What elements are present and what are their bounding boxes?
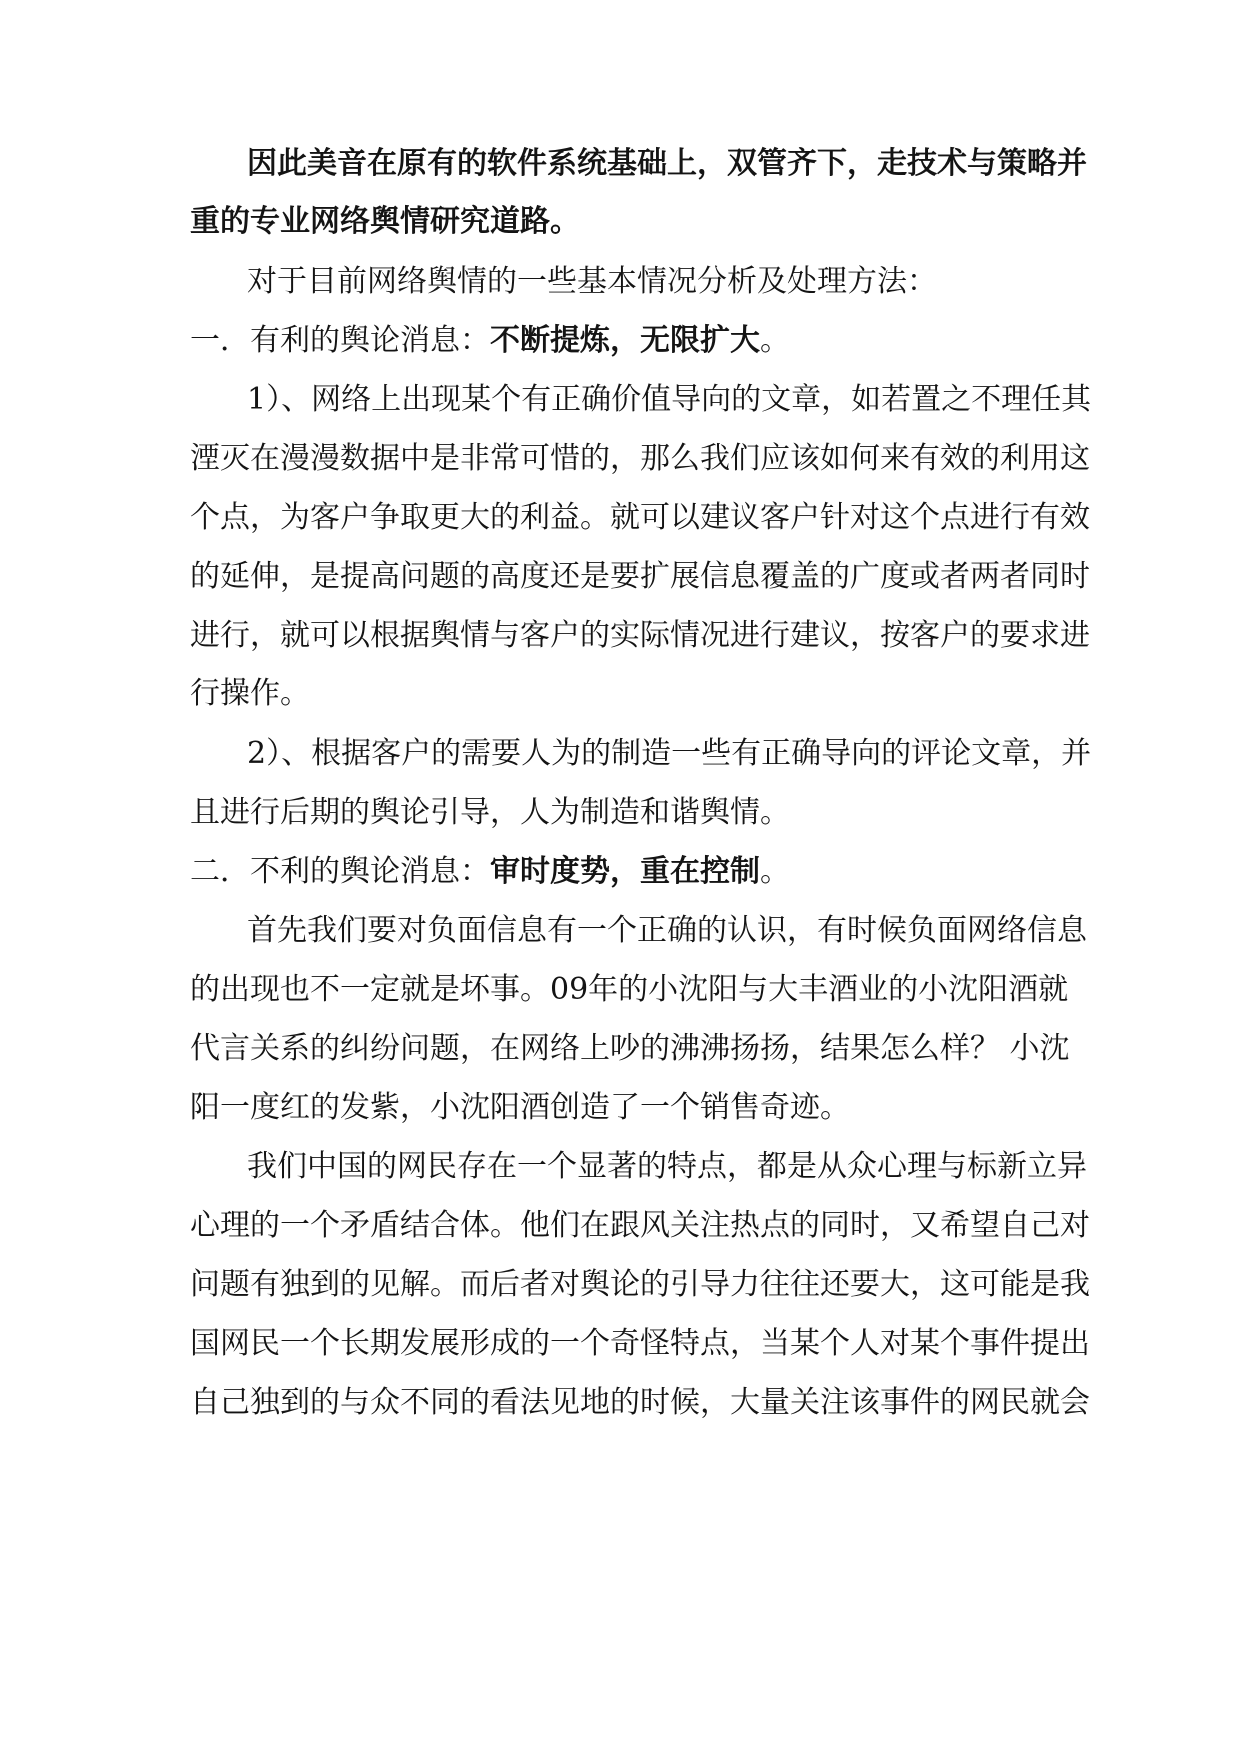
item-1-line-3: 个点，为客户争取更大的利益。就可以建议客户针对这个点进行有效 xyxy=(190,500,1090,535)
para-1-line-3: 代言关系的纠纷问题，在网络上吵的沸沸扬扬，结果怎么样？ 小沈 xyxy=(190,1031,1070,1066)
para-1-line-4: 阳一度红的发紫，小沈阳酒创造了一个销售奇迹。 xyxy=(190,1090,850,1125)
item-1-line-2: 湮灭在漫漫数据中是非常可惜的，那么我们应该如何来有效的利用这 xyxy=(190,441,1090,476)
item-2-line-1: 2）、根据客户的需要人为的制造一些有正确导向的评论文章，并 xyxy=(247,736,1092,771)
section-1-end: 。 xyxy=(760,323,790,358)
intro-line-1: 因此美音在原有的软件系统基础上，双管齐下，走技术与策略并 xyxy=(247,146,1087,181)
para-2-line-5: 自己独到的与众不同的看法见地的时候，大量关注该事件的网民就会 xyxy=(190,1385,1090,1420)
para-1-line-1: 首先我们要对负面信息有一个正确的认识，有时候负面网络信息 xyxy=(247,913,1087,948)
item-1-line-1: 1）、网络上出现某个有正确价值导向的文章，如若置之不理任其 xyxy=(247,382,1092,417)
item-2-line-2: 且进行后期的舆论引导，人为制造和谐舆情。 xyxy=(190,795,790,830)
methods-heading: 对于目前网络舆情的一些基本情况分析及处理方法： xyxy=(247,264,937,299)
item-1-line-6: 行操作。 xyxy=(190,676,310,711)
section-2-end: 。 xyxy=(760,854,790,889)
section-2-label: 二．不利的舆论消息： xyxy=(190,854,490,889)
item-1-line-4: 的延伸，是提高问题的高度还是要扩展信息覆盖的广度或者两者同时 xyxy=(190,559,1090,594)
para-1-line-2: 的出现也不一定就是坏事。09年的小沈阳与大丰酒业的小沈阳酒就 xyxy=(190,972,1069,1007)
para-2-line-1: 我们中国的网民存在一个显著的特点，都是从众心理与标新立异 xyxy=(247,1149,1087,1184)
para-2-line-3: 问题有独到的见解。而后者对舆论的引导力往往还要大，这可能是我 xyxy=(190,1267,1090,1302)
para-2-line-4: 国网民一个长期发展形成的一个奇怪特点，当某个人对某个事件提出 xyxy=(190,1326,1090,1361)
section-2-heading xyxy=(190,852,1050,892)
para-2-line-2: 心理的一个矛盾结合体。他们在跟风关注热点的同时，又希望自己对 xyxy=(190,1208,1090,1243)
intro-line-2: 重的专业网络舆情研究道路。 xyxy=(190,204,580,239)
section-1-emphasis: 不断提炼，无限扩大 xyxy=(490,323,760,358)
section-1-heading xyxy=(190,321,1050,361)
item-1-line-5: 进行，就可以根据舆情与客户的实际情况进行建议，按客户的要求进 xyxy=(190,618,1090,653)
section-2-emphasis: 审时度势，重在控制 xyxy=(490,854,760,889)
section-1-label: 一．有利的舆论消息： xyxy=(190,323,490,358)
